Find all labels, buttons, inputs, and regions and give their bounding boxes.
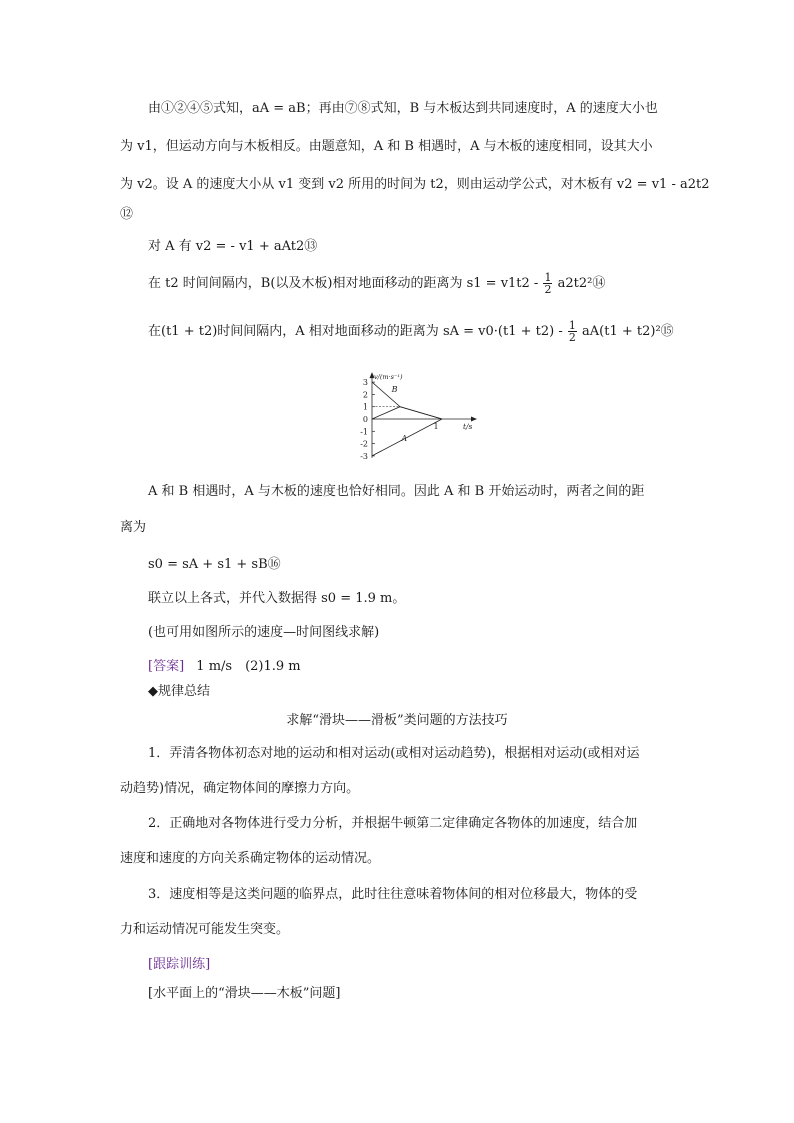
y-tick-label: -1 <box>360 427 368 437</box>
tip-3-line2: 力和运动情况可能发生突变。 <box>120 922 290 937</box>
equation-14 <box>148 272 605 295</box>
subtopic-heading: [水平面上的“滑块——木板”问题] <box>148 986 341 1001</box>
frac-den: 2 <box>544 283 552 296</box>
equation-13: 对 A 有 v2 = - v1 + aAt2⑬ <box>148 239 318 254</box>
tip-1-line2: 动趋势)情况，确定物体间的摩擦力方向。 <box>120 781 360 796</box>
tip-1-line1: 1．弄清各物体初态对地的运动和相对运动(或相对运动趋势)，根据相对运动(或相对运 <box>148 746 640 761</box>
y-tick-label: -3 <box>360 451 368 461</box>
summary-title: 求解“滑块——滑板”类问题的方法技巧 <box>286 713 508 728</box>
graph-note: (也可用如图所示的速度—时间图线求解) <box>148 625 380 640</box>
training-heading: [跟踪训练] <box>148 957 211 972</box>
paragraph1-line3: 为 v2。设 A 的速度大小从 v1 变到 v2 所用的时间为 t2，则由运动学公式，对木板有 v2 = v1 - a2t2 <box>120 177 710 192</box>
series-label-A: A <box>401 434 408 444</box>
x-tick-label: 1 <box>433 422 439 431</box>
equation-15-suffix: aA(t1 + t2)²⑮ <box>582 324 674 339</box>
answer-tag: [答案] <box>148 659 185 674</box>
velocity-time-chart <box>350 362 473 466</box>
equation-16: s0 = sA + s1 + sB⑯ <box>148 557 281 572</box>
paragraph1-line4: ⑫ <box>120 207 134 222</box>
x-axis-label: t/s <box>463 422 473 431</box>
y-tick-label: 0 <box>362 415 368 424</box>
y-axis-label: v/(m·s⁻¹) <box>374 373 403 382</box>
answer <box>148 658 301 676</box>
fraction-half-15 <box>568 320 577 343</box>
y-tick-label: 3 <box>362 378 368 388</box>
series-line-board <box>372 407 442 419</box>
series-line-B <box>372 382 442 419</box>
paragraph2-line1: A 和 B 相遇时，A 与木板的速度也恰好相同。因此 A 和 B 开始运动时，两者之间的距 <box>148 484 645 499</box>
combine-statement: 联立以上各式，并代入数据得 s0 = 1.9 m。 <box>148 591 406 606</box>
summary-heading-text: ◆规律总结 <box>148 684 210 699</box>
paragraph1-line1: 由①②④⑤式知，aA = aB；再由⑦⑧式知，B 与木板达到共同速度时，A 的速度大小也 <box>148 101 658 116</box>
equation-15 <box>148 320 674 343</box>
summary-heading <box>148 683 210 701</box>
frac-den: 2 <box>568 331 576 344</box>
tip-3-line1: 3．速度相等是这类问题的临界点，此时往往意味着物体间的相对位移最大，物体的受 <box>148 887 638 902</box>
y-tick-label: -2 <box>360 439 368 449</box>
y-tick-label: 1 <box>362 402 368 412</box>
answer-text: 1 m/s (2)1.9 m <box>196 659 301 674</box>
frac-num: 1 <box>544 271 552 284</box>
frac-num: 1 <box>568 319 576 332</box>
fraction-half-14 <box>543 272 552 295</box>
equation-14-prefix: 在 t2 时间间隔内，B(以及木板)相对地面移动的距离为 s1 = v1t2 - <box>148 276 539 291</box>
x-axis-arrow <box>471 417 477 422</box>
paragraph2-line2: 离为 <box>120 520 147 535</box>
y-tick-label: 2 <box>362 390 368 400</box>
equation-15-prefix: 在(t1 + t2)时间间隔内，A 相对地面移动的距离为 sA = v0·(t1 + t2) - <box>148 324 563 339</box>
tip-2-line1: 2．正确地对各物体进行受力分析，并根据牛顿第二定律确定各物体的加速度，结合加 <box>148 816 638 831</box>
paragraph1-line2: 为 v1，但运动方向与木板相反。由题意知，A 和 B 相遇时，A 与木板的速度相同，设其大小 <box>120 139 653 154</box>
tip-2-line2: 速度和速度的方向关系确定物体的运动情况。 <box>120 851 381 866</box>
series-label-B: B <box>391 384 398 394</box>
equation-14-suffix: a2t2²⑭ <box>557 276 606 291</box>
